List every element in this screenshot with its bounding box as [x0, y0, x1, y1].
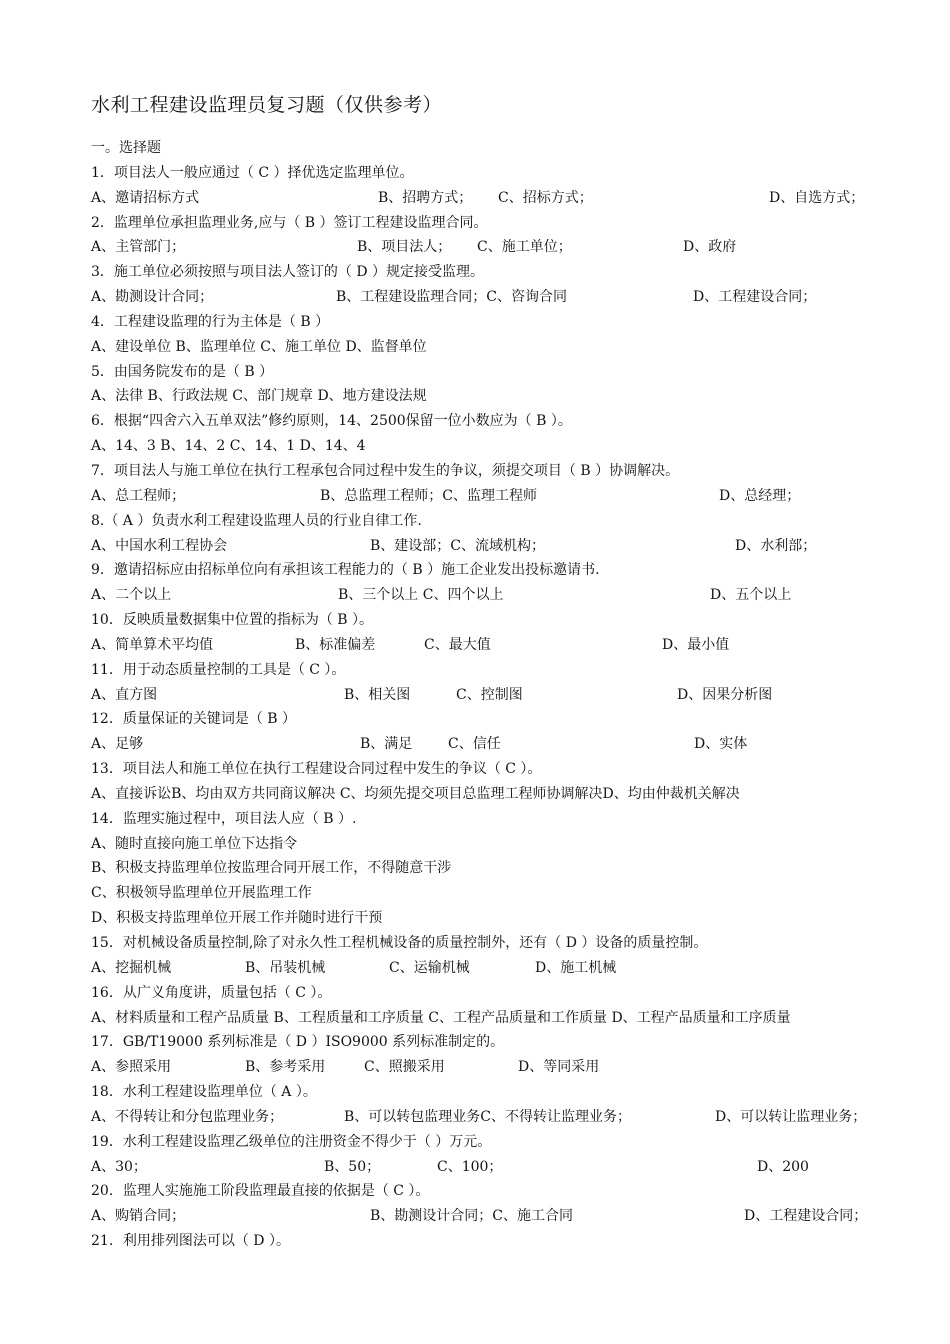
line-text: 7．项目法人与施工单位在执行工程承包合同过程中发生的争议，须提交项目（ B ）协调解决。	[91, 462, 680, 479]
options-line	[91, 1055, 941, 1080]
options-line	[91, 285, 941, 310]
option-text: A、足够	[91, 736, 144, 753]
option-text: A、直接诉讼B、均由双方共同商议解决 C、均须先提交项目总监理工程师协调解决D、均由仲裁机关解决	[91, 785, 740, 802]
option-text: B、三个以上 C、四个以上	[338, 587, 504, 604]
option-text: D、五个以上	[710, 587, 792, 604]
option-text: B、总监理工程师；C、监理工程师	[320, 487, 537, 504]
question-line	[91, 807, 941, 832]
line-text: 10．反映质量数据集中位置的指标为（ B ）。	[91, 612, 374, 629]
options-line	[91, 782, 941, 807]
line-text: 一。选择题	[91, 140, 161, 156]
question-line	[91, 707, 941, 732]
line-text: 6．根据“四舍六入五单双法”修约原则，14、2500保留一位小数应为（ B ）。	[91, 413, 572, 430]
option-text: A、购销合同；	[91, 1208, 186, 1225]
option-text: A、直方图	[91, 686, 158, 703]
document-title: 水利工程建设监理员复习题（仅供参考）	[91, 94, 443, 116]
option-text: B、工程建设监理合同；C、咨询合同	[336, 289, 567, 306]
question-line	[91, 409, 941, 434]
line-text: 4．工程建设监理的行为主体是（ B ）	[91, 313, 330, 330]
options-line	[91, 683, 941, 708]
option-text: D、200	[757, 1158, 809, 1175]
option-text: A、建设单位 B、监理单位 C、施工单位 D、监督单位	[91, 338, 427, 355]
line-text: 18．水利工程建设监理单位（ A ）。	[91, 1084, 317, 1101]
option-text: D、水利部；	[735, 537, 817, 554]
line-text: 13．项目法人和施工单位在执行工程建设合同过程中发生的争议（ C ）。	[91, 761, 542, 778]
option-text: C、100；	[437, 1158, 503, 1175]
option-text: C、运输机械	[389, 959, 470, 976]
question-line	[91, 981, 941, 1006]
option-text: D、自选方式；	[769, 189, 865, 206]
line-text: 11．用于动态质量控制的工具是（ C ）。	[91, 661, 346, 678]
question-line	[91, 1179, 941, 1204]
option-text: D、可以转让监理业务；	[715, 1108, 867, 1125]
question-line	[91, 931, 941, 956]
line-text: 17．GB/T19000 系列标准是（ D ）ISO9000 系列标准制定的。	[91, 1034, 505, 1051]
option-text: C、积极领导监理单位开展监理工作	[91, 885, 312, 902]
options-line	[91, 335, 941, 360]
option-text: C、信任	[448, 736, 501, 753]
option-text: A、法律 B、行政法规 C、部门规章 D、地方建设法规	[91, 388, 427, 405]
option-text: B、项目法人；	[357, 239, 452, 256]
question-line	[91, 509, 941, 534]
option-text: D、总经理；	[719, 487, 801, 504]
option-text: B、勘测设计合同；C、施工合同	[370, 1208, 573, 1225]
option-text: B、标准偏差	[295, 636, 376, 653]
option-text: B、参考采用	[245, 1059, 326, 1076]
option-text: A、材料质量和工程产品质量 B、工程质量和工序质量 C、工程产品质量和工作质量 D、工程产品质量和工序质量	[91, 1009, 791, 1026]
options-line	[91, 732, 941, 757]
options-line	[91, 1006, 941, 1031]
option-text: D、工程建设合同；	[693, 289, 817, 306]
options-line	[91, 484, 941, 509]
option-text: C、最大值	[424, 636, 491, 653]
option-text: C、照搬采用	[364, 1059, 445, 1076]
line-text: 5．由国务院发布的是（ B ）	[91, 363, 274, 380]
option-text: C、控制图	[456, 686, 523, 703]
option-text: A、勘测设计合同；	[91, 289, 214, 306]
option-text: B、50；	[324, 1158, 381, 1175]
line-text: 21．利用排列图法可以（ D ）。	[91, 1233, 290, 1250]
options-line	[91, 1155, 941, 1180]
question-list	[91, 136, 941, 1254]
options-line	[91, 832, 941, 857]
option-text: A、中国水利工程协会	[91, 537, 228, 554]
question-line	[91, 260, 941, 285]
option-text: A、不得转让和分包监理业务；	[91, 1108, 284, 1125]
option-text: B、满足	[360, 736, 413, 753]
line-text: 8.（ A ）负责水利工程建设监理人员的行业自律工作.	[91, 512, 422, 529]
option-text: A、参照采用	[91, 1059, 172, 1076]
question-line	[91, 360, 941, 385]
option-text: A、随时直接向施工单位下达指令	[91, 835, 298, 852]
option-text: A、邀请招标方式	[91, 189, 200, 206]
line-text: 14．监理实施过程中，项目法人应（ B ）.	[91, 810, 357, 827]
option-text: D、积极支持监理单位开展工作并随时进行干预	[91, 910, 383, 927]
question-line	[91, 757, 941, 782]
options-line	[91, 856, 941, 881]
question-line	[91, 161, 941, 186]
question-line	[91, 211, 941, 236]
question-line	[91, 1229, 941, 1254]
question-line	[91, 1130, 941, 1155]
question-line	[91, 1080, 941, 1105]
question-line	[91, 658, 941, 683]
option-text: D、等同采用	[518, 1059, 600, 1076]
option-text: B、相关图	[344, 686, 411, 703]
option-text: A、简单算术平均值	[91, 636, 214, 653]
option-text: A、挖掘机械	[91, 959, 172, 976]
line-text: 19．水利工程建设监理乙级单位的注册资金不得少于（ ）万元。	[91, 1133, 492, 1150]
option-text: C、施工单位；	[477, 239, 572, 256]
options-line	[91, 881, 941, 906]
options-line	[91, 384, 941, 409]
options-line	[91, 906, 941, 931]
options-line	[91, 956, 941, 981]
section-heading	[91, 136, 941, 161]
option-text: D、政府	[683, 239, 737, 256]
line-text: 15．对机械设备质量控制,除了对永久性工程机械设备的质量控制外，还有（ D ）设备的质量控制。	[91, 935, 708, 951]
option-text: A、主管部门；	[91, 239, 186, 256]
option-text: D、工程建设合同；	[744, 1208, 868, 1225]
line-text: 16．从广义角度讲，质量包括（ C ）。	[91, 984, 332, 1001]
option-text: A、二个以上	[91, 587, 172, 604]
line-text: 3．施工单位必须按照与项目法人签订的（ D ）规定接受监理。	[91, 264, 485, 281]
line-text: 1．项目法人一般应通过（ C ）择优选定监理单位。	[91, 164, 414, 181]
options-line	[91, 1204, 941, 1229]
option-text: A、14、3 B、14、2 C、14、1 D、14、4	[91, 438, 366, 455]
options-line	[91, 186, 941, 211]
option-text: D、因果分析图	[677, 686, 773, 703]
line-text: 2．监理单位承担监理业务,应与（ B ）签订工程建设监理合同。	[91, 214, 488, 231]
option-text: A、总工程师；	[91, 487, 186, 504]
options-line	[91, 583, 941, 608]
option-text: B、招聘方式；	[378, 189, 473, 206]
options-line	[91, 434, 941, 459]
options-line	[91, 534, 941, 559]
option-text: D、实体	[694, 736, 748, 753]
line-text: 9．邀请招标应由招标单位向有承担该工程能力的（ B ）施工企业发出投标邀请书.	[91, 562, 600, 579]
option-text: B、吊装机械	[245, 959, 326, 976]
option-text: B、可以转包监理业务C、不得转让监理业务；	[344, 1108, 631, 1125]
option-text: B、建设部；C、流域机构；	[370, 537, 545, 554]
option-text: B、积极支持监理单位按监理合同开展工作，不得随意干涉	[91, 860, 452, 877]
question-line	[91, 1030, 941, 1055]
options-line	[91, 235, 941, 260]
question-line	[91, 558, 941, 583]
line-text: 12．质量保证的关键词是（ B ）	[91, 711, 297, 728]
option-text: A、30；	[91, 1158, 147, 1175]
question-line	[91, 608, 941, 633]
option-text: D、施工机械	[535, 959, 617, 976]
line-text: 20．监理人实施施工阶段监理最直接的依据是（ C ）。	[91, 1183, 430, 1200]
question-line	[91, 310, 941, 335]
question-line	[91, 459, 941, 484]
option-text: C、招标方式；	[498, 189, 593, 206]
options-line	[91, 1105, 941, 1130]
option-text: D、最小值	[662, 636, 730, 653]
options-line	[91, 633, 941, 658]
